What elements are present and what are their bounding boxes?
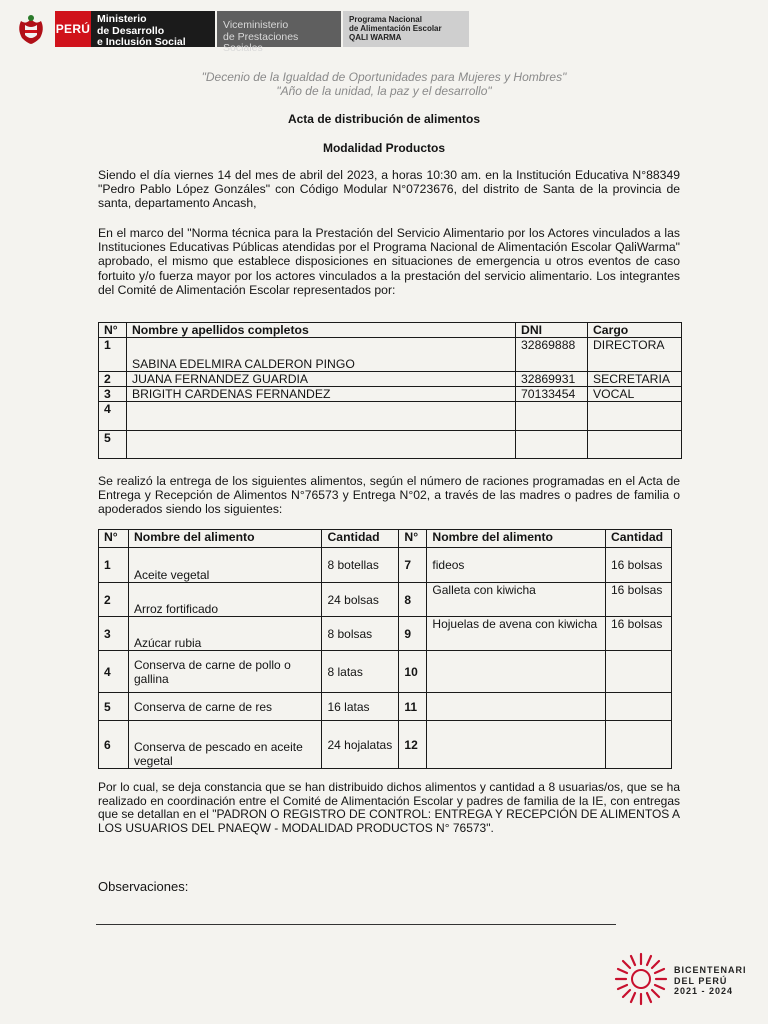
member-dni: 70133454 [516, 387, 588, 402]
viceministry-label [217, 11, 341, 54]
food-number: 7 [399, 548, 427, 583]
food-name: Arroz fortificado [128, 583, 322, 617]
ministry-label [91, 11, 215, 47]
food-quantity [605, 651, 671, 693]
row-number: 2 [99, 372, 127, 387]
col-header-quantity-2: Cantidad [605, 530, 671, 548]
coat-of-arms-icon [13, 11, 49, 47]
bicentennial-emblem-icon [612, 950, 670, 1008]
committee-table [98, 322, 682, 459]
col-header-dni: DNI [516, 323, 588, 338]
food-name: Conserva de pescado en aceite vegetal [128, 721, 322, 769]
food-number: 1 [99, 548, 129, 583]
row-number: 1 [99, 338, 127, 372]
member-cargo [588, 402, 682, 431]
food-name: Galleta con kiwicha [427, 583, 606, 617]
observations-label: Observaciones: [98, 879, 189, 894]
food-name: Azúcar rubia [128, 617, 322, 651]
col-header-number: N° [99, 530, 129, 548]
food-name: Hojuelas de avena con kiwicha [427, 617, 606, 651]
food-name [427, 651, 606, 693]
document-title: Acta de distribución de alimentos [287, 112, 481, 126]
member-cargo [588, 431, 682, 459]
food-number: 11 [399, 693, 427, 721]
member-dni: 32869888 [516, 338, 588, 372]
observations-line [96, 924, 616, 925]
food-number: 2 [99, 583, 129, 617]
table-row [99, 583, 672, 617]
food-quantity: 8 botellas [322, 548, 399, 583]
table-row [99, 338, 682, 372]
food-quantity: 24 hojalatas [322, 721, 399, 769]
food-quantity: 16 bolsas [605, 548, 671, 583]
member-cargo: SECRETARIA [588, 372, 682, 387]
food-name: Conserva de carne de pollo o gallina [128, 651, 322, 693]
member-dni: 32869931 [516, 372, 588, 387]
food-quantity [605, 721, 671, 769]
col-header-food-name-2: Nombre del alimento [427, 530, 606, 548]
program-line-1: Programa Nacional [349, 15, 422, 24]
member-name: SABINA EDELMIRA CALDERON PINGO [126, 338, 515, 372]
table-row [99, 372, 682, 387]
food-number: 10 [399, 651, 427, 693]
program-line-2: de Alimentación Escolar [349, 24, 442, 33]
food-name: Conserva de carne de res [128, 693, 322, 721]
member-cargo: VOCAL [588, 387, 682, 402]
food-quantity: 24 bolsas [322, 583, 399, 617]
bicentennial-line-1: BICENTENARI [674, 965, 747, 975]
food-name: Aceite vegetal [128, 548, 322, 583]
bicentennial-line-2: DEL PERÚ [674, 975, 728, 986]
table-row [99, 402, 682, 431]
food-name [427, 693, 606, 721]
peru-label: PERÚ [55, 11, 91, 47]
food-number: 8 [399, 583, 427, 617]
ministry-line-2: de Desarrollo [97, 24, 165, 37]
col-header-number-2: N° [399, 530, 427, 548]
food-number: 4 [99, 651, 129, 693]
member-dni [516, 402, 588, 431]
bicentennial-logo [612, 950, 762, 1010]
table-row [99, 387, 682, 402]
decade-quotes [0, 70, 768, 98]
table-row [99, 721, 672, 769]
food-quantity: 16 bolsas [605, 583, 671, 617]
member-name [126, 431, 515, 459]
member-dni [516, 431, 588, 459]
member-name: BRIGITH CARDENAS FERNANDEZ [126, 387, 515, 402]
col-header-name: Nombre y apellidos completos [126, 323, 515, 338]
food-number: 12 [399, 721, 427, 769]
table-row [99, 431, 682, 459]
bicentennial-text [674, 965, 747, 997]
program-line-3: QALI WARMA [349, 33, 402, 42]
member-name [126, 402, 515, 431]
committee-header-row [99, 323, 682, 338]
paragraph-date-location: Siendo el día viernes 14 del mes de abril del 2023, a horas 10:30 am. en la Institución Educativa N°88349 "Pedro Pablo López Gonzáles" con Código Modular N°0723676, del distrito de Santa de la provincia de santa, departamento Ancash, [98, 168, 680, 211]
document-subtitle: Modalidad Productos [322, 141, 445, 155]
vice-line-1: Viceministerio [223, 19, 289, 31]
paragraph-delivery: Se realizó la entrega de los siguientes alimentos, según el número de raciones programadas en el Acta de Entrega y Recepción de Alimentos N°76573 y Entrega N°02, a través de las madres o padres de familia o apoderados siendo los siguientes: [98, 474, 680, 517]
row-number: 4 [99, 402, 127, 431]
food-name [427, 721, 606, 769]
row-number: 5 [99, 431, 127, 459]
table-row [99, 548, 672, 583]
food-quantity: 8 latas [322, 651, 399, 693]
food-name: fideos [427, 548, 606, 583]
food-number: 5 [99, 693, 129, 721]
member-cargo: DIRECTORA [588, 338, 682, 372]
foods-header-row [99, 530, 672, 548]
bicentennial-line-3: 2021 - 2024 [674, 986, 734, 996]
col-header-food-name: Nombre del alimento [128, 530, 322, 548]
table-row [99, 651, 672, 693]
food-quantity: 16 bolsas [605, 617, 671, 651]
paragraph-framework: En el marco del "Norma técnica para la Prestación del Servicio Alimentario por los Actores vinculados a las Instituciones Educativas Públicas atendidas por el Programa Nacional de Alimentación Escolar QaliWarma" aprobado, el mismo que establece disposiciones en situaciones de emergencia u otros eventos de caso fortuito y/o fuerza mayor por los actores vinculados a la prestación del servicio alimentario. Los integrantes del Comité de Alimentación Escolar representados por: [98, 226, 680, 297]
row-number: 3 [99, 387, 127, 402]
member-name: JUANA FERNANDEZ GUARDIA [126, 372, 515, 387]
col-header-quantity: Cantidad [322, 530, 399, 548]
quote-line-1: "Decenio de la Igualdad de Oportunidades para Mujeres y Hombres" [201, 70, 567, 84]
quote-line-2: "Año de la unidad, la paz y el desarrollo" [276, 84, 492, 98]
foods-table [98, 529, 672, 769]
table-row [99, 693, 672, 721]
paragraph-conclusion: Por lo cual, se deja constancia que se han distribuido dichos alimentos y cantidad a 8 usuarias/os, que se ha realizado en coordinación entre el Comité de Alimentación Escolar y padres de familia de la IE, con entregas que se detallan en el "PADRON O REGISTRO DE CONTROL: ENTREGA Y RECEPCIÓN DE ALIMENTOS A LOS USUARIOS DEL PNAEQW - MODALIDAD PRODUCTOS N° 76573". [98, 780, 680, 835]
ministry-line-1: Ministerio [97, 13, 147, 25]
ministry-line-3: e Inclusión Social [97, 36, 186, 48]
col-header-cargo: Cargo [588, 323, 682, 338]
food-number: 9 [399, 617, 427, 651]
food-quantity: 8 bolsas [322, 617, 399, 651]
program-label [343, 11, 469, 47]
col-header-number: N° [99, 323, 127, 338]
vice-line-2: de Prestaciones Sociales [223, 30, 299, 54]
food-quantity: 16 latas [322, 693, 399, 721]
food-quantity [605, 693, 671, 721]
table-row [99, 617, 672, 651]
food-number: 6 [99, 721, 129, 769]
food-number: 3 [99, 617, 129, 651]
government-header [13, 11, 469, 54]
